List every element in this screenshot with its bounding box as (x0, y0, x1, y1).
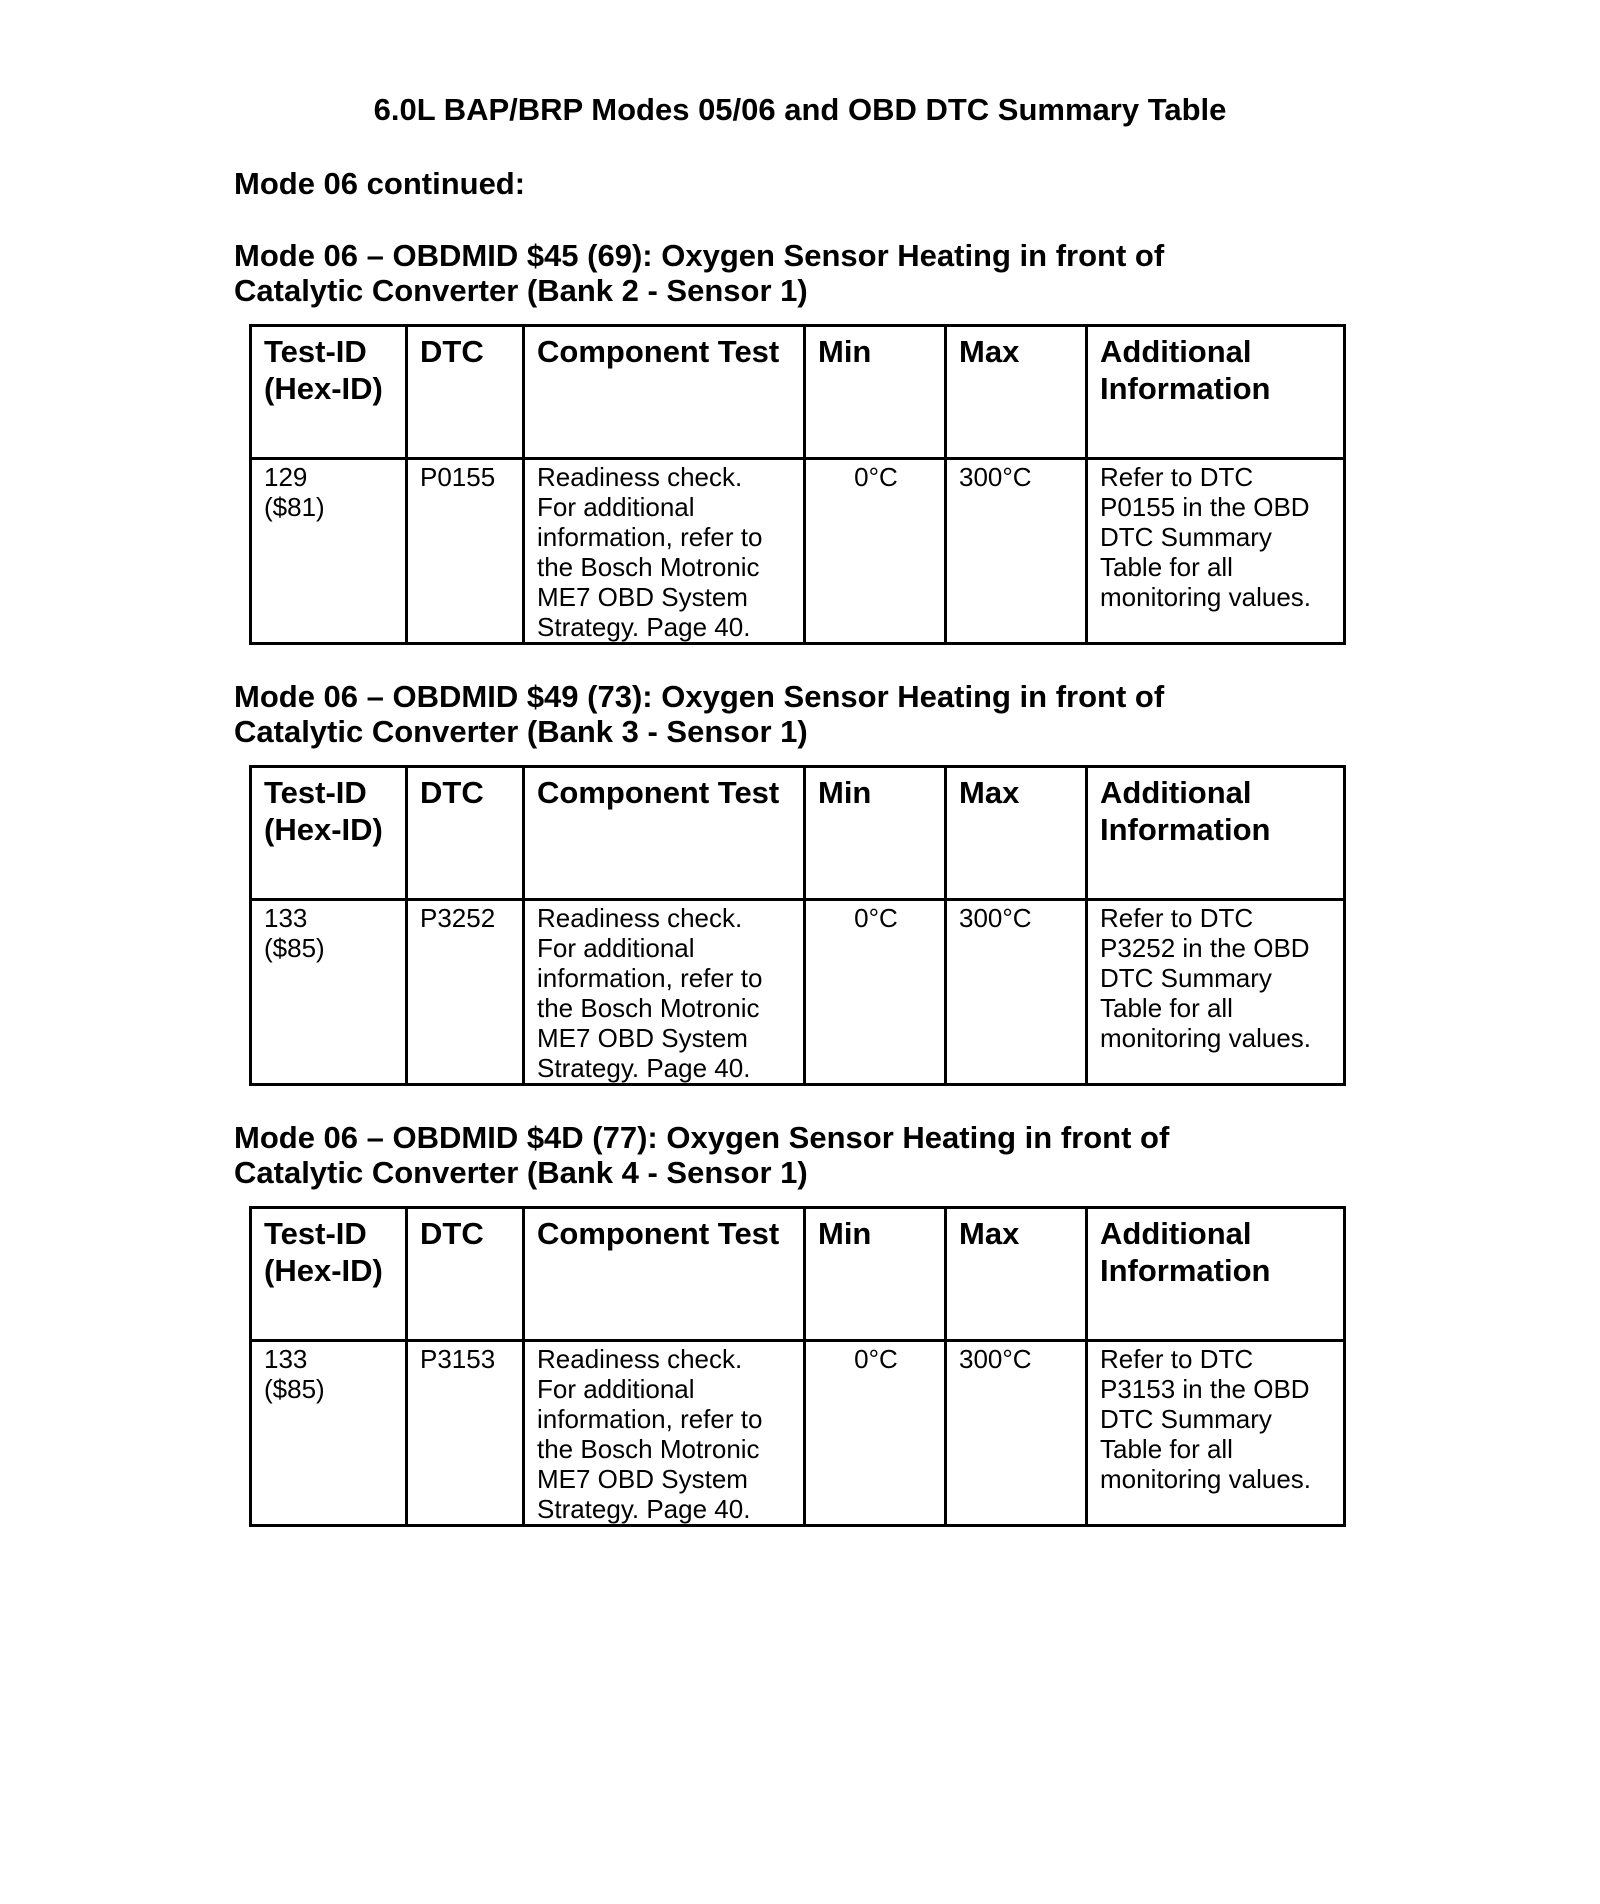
table-row (251, 900, 1345, 1085)
cell-line: the Bosch Motronic (537, 993, 760, 1023)
cell-test-id (251, 1341, 407, 1526)
cell-line: 129 (264, 462, 308, 492)
header-line: (Hex-ID) (264, 1253, 383, 1288)
section-heading-line: Mode 06 – OBDMID $45 (69): Oxygen Sensor Heating in front of (234, 238, 1165, 273)
cell-line: P3153 in the OBD (1100, 1374, 1310, 1404)
cell-max: 300°C (946, 459, 1087, 644)
cell-min: 0°C (805, 900, 946, 1085)
table-header-row (251, 1208, 1345, 1341)
cell-test-id (251, 459, 407, 644)
table-header-row (251, 326, 1345, 459)
section-obdmid-49 (234, 679, 1354, 1086)
cell-line: P3252 in the OBD (1100, 933, 1310, 963)
cell-max: 300°C (946, 1341, 1087, 1526)
page-title: 6.0L BAP/BRP Modes 05/06 and OBD DTC Summary Table (373, 92, 1227, 127)
cell-line: P0155 in the OBD (1100, 492, 1310, 522)
section-heading-line: Mode 06 – OBDMID $49 (73): Oxygen Sensor Heating in front of (234, 679, 1165, 714)
cell-additional (1087, 900, 1345, 1085)
section-heading (234, 679, 1354, 749)
cell-line: For additional (537, 933, 695, 963)
cell-component-test (524, 900, 805, 1085)
cell-min: 0°C (805, 1341, 946, 1526)
cell-line: the Bosch Motronic (537, 1434, 760, 1464)
section-heading-line: Mode 06 – OBDMID $4D (77): Oxygen Sensor Heating in front of (234, 1120, 1170, 1155)
cell-line: Readiness check. (537, 462, 743, 492)
cell-test-id (251, 900, 407, 1085)
cell-line: DTC Summary (1100, 1404, 1272, 1434)
section-heading (234, 1120, 1354, 1190)
header-test-id (251, 1208, 407, 1341)
section-heading-line: Catalytic Converter (Bank 2 - Sensor 1) (234, 273, 808, 308)
header-line: (Hex-ID) (264, 812, 383, 847)
cell-line: Strategy. Page 40. (537, 1494, 751, 1524)
section-heading (234, 238, 1354, 308)
cell-additional (1087, 1341, 1345, 1526)
cell-line: information, refer to (537, 963, 763, 993)
header-min: Min (805, 767, 946, 900)
cell-line: Refer to DTC (1100, 1344, 1254, 1374)
section-obdmid-4d (234, 1120, 1354, 1527)
cell-line: For additional (537, 1374, 695, 1404)
cell-component-test (524, 459, 805, 644)
cell-line: 133 (264, 1344, 308, 1374)
cell-line: ($81) (264, 492, 325, 522)
cell-line: Readiness check. (537, 903, 743, 933)
cell-line: ($85) (264, 933, 325, 963)
cell-line: ME7 OBD System (537, 1464, 748, 1494)
cell-line: Table for all (1100, 552, 1233, 582)
cell-line: DTC Summary (1100, 963, 1272, 993)
header-min: Min (805, 1208, 946, 1341)
dtc-table (249, 1206, 1346, 1527)
cell-min: 0°C (805, 459, 946, 644)
header-additional (1087, 767, 1345, 900)
cell-line: Readiness check. (537, 1344, 743, 1374)
dtc-table (249, 765, 1346, 1086)
header-line: Test-ID (264, 775, 367, 810)
cell-additional (1087, 459, 1345, 644)
header-dtc: DTC (407, 326, 524, 459)
header-component-test: Component Test (524, 767, 805, 900)
cell-line: DTC Summary (1100, 522, 1272, 552)
header-component-test: Component Test (524, 1208, 805, 1341)
table-row (251, 1341, 1345, 1526)
section-heading-line: Catalytic Converter (Bank 4 - Sensor 1) (234, 1155, 808, 1190)
cell-line: ME7 OBD System (537, 1023, 748, 1053)
header-line: Additional (1100, 1216, 1252, 1251)
cell-dtc: P3252 (407, 900, 524, 1085)
cell-line: 133 (264, 903, 308, 933)
section-heading-line: Catalytic Converter (Bank 3 - Sensor 1) (234, 714, 808, 749)
cell-line: information, refer to (537, 522, 763, 552)
header-max: Max (946, 1208, 1087, 1341)
cell-line: ME7 OBD System (537, 582, 748, 612)
header-max: Max (946, 767, 1087, 900)
header-dtc: DTC (407, 1208, 524, 1341)
header-line: Information (1100, 1253, 1271, 1288)
cell-component-test (524, 1341, 805, 1526)
header-line: (Hex-ID) (264, 371, 383, 406)
dtc-table (249, 324, 1346, 645)
cell-dtc: P3153 (407, 1341, 524, 1526)
cell-line: monitoring values. (1100, 1464, 1311, 1494)
header-line: Test-ID (264, 334, 367, 369)
header-test-id (251, 767, 407, 900)
cell-line: the Bosch Motronic (537, 552, 760, 582)
section-obdmid-45 (234, 238, 1354, 645)
header-test-id (251, 326, 407, 459)
header-additional (1087, 1208, 1345, 1341)
cell-line: Table for all (1100, 1434, 1233, 1464)
header-line: Test-ID (264, 1216, 367, 1251)
header-line: Information (1100, 371, 1271, 406)
table-row (251, 459, 1345, 644)
header-max: Max (946, 326, 1087, 459)
cell-line: Table for all (1100, 993, 1233, 1023)
table-header-row (251, 767, 1345, 900)
header-line: Information (1100, 812, 1271, 847)
header-additional (1087, 326, 1345, 459)
header-component-test: Component Test (524, 326, 805, 459)
intro-heading: Mode 06 continued: (234, 166, 526, 201)
cell-line: monitoring values. (1100, 1023, 1311, 1053)
header-dtc: DTC (407, 767, 524, 900)
header-line: Additional (1100, 334, 1252, 369)
cell-line: monitoring values. (1100, 582, 1311, 612)
cell-line: Refer to DTC (1100, 462, 1254, 492)
cell-max: 300°C (946, 900, 1087, 1085)
cell-line: For additional (537, 492, 695, 522)
cell-line: ($85) (264, 1374, 325, 1404)
cell-line: Strategy. Page 40. (537, 1053, 751, 1083)
cell-line: Refer to DTC (1100, 903, 1254, 933)
header-line: Additional (1100, 775, 1252, 810)
cell-dtc: P0155 (407, 459, 524, 644)
header-min: Min (805, 326, 946, 459)
cell-line: information, refer to (537, 1404, 763, 1434)
cell-line: Strategy. Page 40. (537, 612, 751, 642)
